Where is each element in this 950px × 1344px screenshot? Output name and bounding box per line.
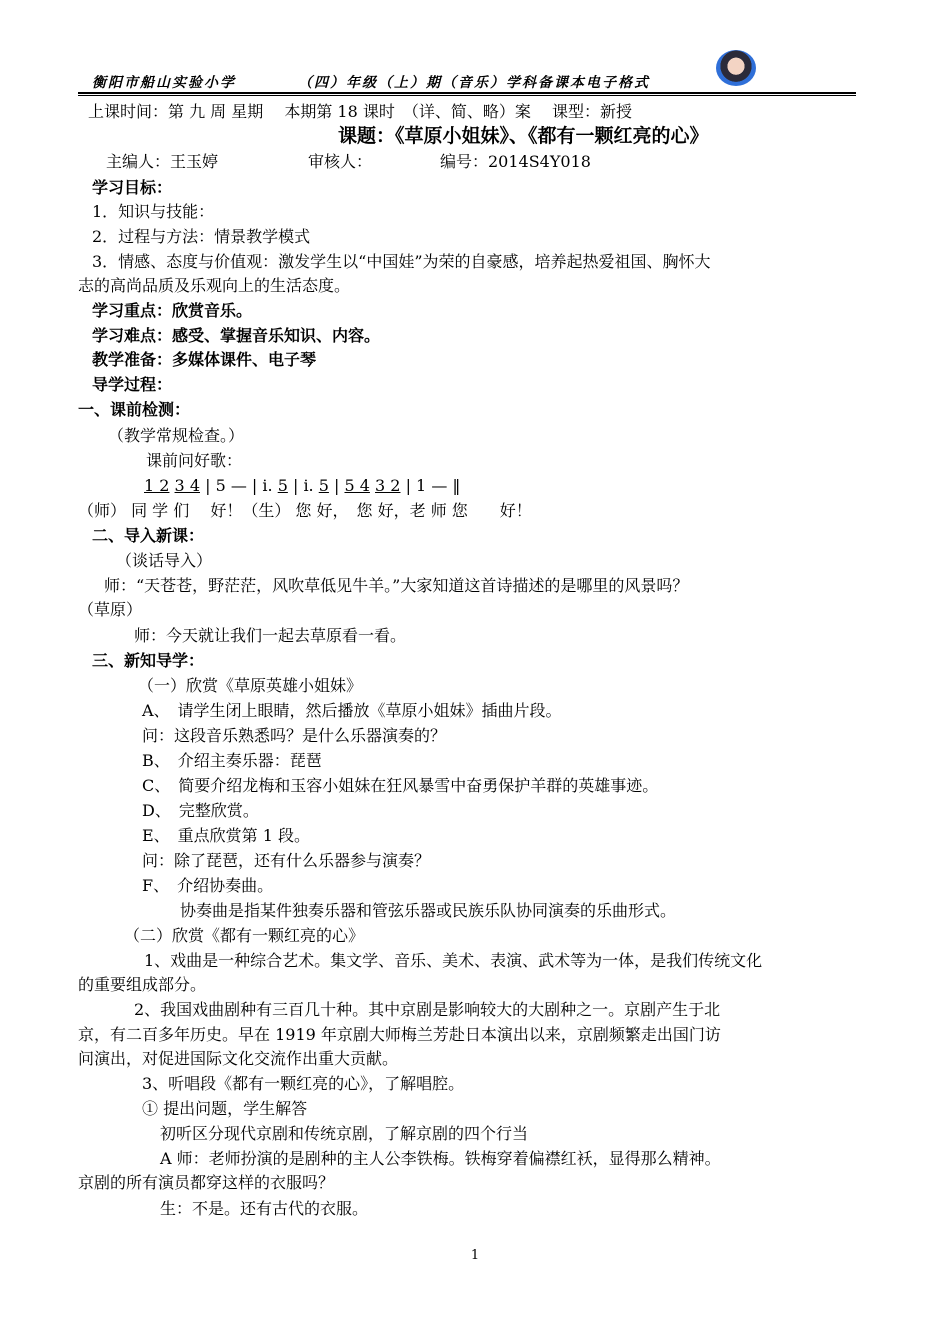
- reviewer: 审核人：: [308, 152, 373, 171]
- step-d: D、 完整欣赏。: [142, 801, 259, 820]
- part1-heading: （一）欣赏《草原英雄小姐妹》: [138, 676, 363, 695]
- question-1: 问：这段音乐熟悉吗？是什么乐器演奏的？: [142, 726, 447, 745]
- part2-heading: （二）欣赏《都有一颗红亮的心》: [124, 926, 365, 945]
- notation-note: 1 2: [144, 476, 170, 495]
- answer-grassland: （草原）: [78, 600, 143, 619]
- concerto-definition: 协奏曲是指某件独奏乐器和管弦乐器或民族乐队协同演奏的乐曲形式。: [180, 901, 677, 920]
- notation: [144, 474, 460, 498]
- class-time-line: 上课时间：第 九 周 星期 本期第 18 课时 （详、简、略）案 课型：新授: [88, 102, 632, 121]
- preparation: 教学准备：多媒体课件、电子琴: [92, 350, 317, 369]
- routine-check: （教学常规检查。）: [108, 426, 245, 445]
- step-e: E、 重点欣赏第 1 段。: [142, 826, 311, 845]
- section2-heading: 二、导入新课：: [92, 526, 205, 545]
- notation-note: 3 4: [174, 476, 200, 495]
- notation-note: 5: [277, 476, 288, 495]
- document-subtitle: （四）年级（上）期（音乐）学科备课本电子格式: [298, 75, 650, 91]
- page-number: 1: [470, 1248, 480, 1263]
- para3: 3、听唱段《都有一颗红亮的心》，了解唱腔。: [142, 1074, 465, 1093]
- objective-3-cont: 志的高尚品质及乐观向上的生活态度。: [78, 276, 351, 295]
- para2-cont2: 问演出，对促进国际文化交流作出重大贡献。: [78, 1049, 399, 1068]
- teacher-go-grassland: 师：今天就让我们一起去草原看一看。: [134, 626, 407, 645]
- notation-note: 5 4: [344, 476, 370, 495]
- notation-note: | i.: [287, 476, 319, 495]
- step-b: B、 介绍主奏乐器：琵琶: [142, 751, 322, 770]
- step-f: F、 介绍协奏曲。: [142, 876, 274, 895]
- teacher-poem-line: 师：“天苍苍，野茫茫，风吹草低见牛羊。”大家知道这首诗描述的是哪里的风景吗？: [104, 576, 689, 595]
- section1-heading: 一、课前检测：: [78, 400, 191, 419]
- teacher-tiemei-cont: 京剧的所有演员都穿这样的衣服吗？: [78, 1173, 335, 1192]
- notation-note: 5: [318, 476, 329, 495]
- step-a: A、 请学生闭上眼睛，然后播放《草原小姐妹》插曲片段。: [142, 701, 562, 720]
- difficulty: 学习难点：感受、掌握音乐知识、内容。: [92, 326, 381, 345]
- objective-3: 3．情感、态度与价值观：激发学生以“中国娃”为荣的自豪感，培养起热爱祖国、胸怀大: [92, 252, 711, 271]
- lesson-title: 课题：《草原小姐妹》、《都有一颗红亮的心》: [338, 125, 709, 147]
- talk-intro: （谈话导入）: [116, 551, 213, 570]
- notation-note: 3 2: [375, 476, 401, 495]
- objective-2: 2．过程与方法：情景教学模式: [92, 227, 311, 246]
- first-listen: 初听区分现代京剧和传统京剧，了解京剧的四个行当: [160, 1124, 529, 1143]
- avatar: [716, 50, 756, 86]
- school-name: 衡阳市船山实验小学: [92, 75, 236, 91]
- para1-cont: 的重要组成部分。: [78, 975, 207, 994]
- objective-1: 1．知识与技能：: [92, 202, 215, 221]
- para2: 2、我国戏曲剧种有三百几十种。其中京剧是影响较大的大剧种之一。京剧产生于北: [134, 1000, 721, 1019]
- step-c: C、 简要介绍龙梅和玉容小姐妹在狂风暴雪中奋勇保护羊群的英雄事迹。: [142, 776, 659, 795]
- header-rule-thin: [78, 95, 856, 96]
- objectives-heading: 学习目标：: [92, 178, 173, 197]
- greeting-lyrics: （师） 同 学 们 好！（生） 您 好， 您 好，老 师 您 好！: [78, 501, 532, 520]
- notation-note: |: [328, 476, 345, 495]
- question-2: 问：除了琵琶，还有什么乐器参与演奏？: [142, 851, 431, 870]
- para2-cont1: 京，有二百多年历史。早在 1919 年京剧大师梅兰芳赴日本演出以来，京剧频繁走出国门访: [78, 1025, 721, 1044]
- header-rule: [78, 92, 856, 94]
- greeting-song-title: 课前问好歌：: [146, 451, 243, 470]
- teacher-tiemei: A 师：老师扮演的是剧种的主人公李铁梅。铁梅穿着偏襟红袄，显得那么精神。: [160, 1149, 721, 1168]
- key-point: 学习重点：欣赏音乐。: [92, 301, 253, 320]
- student-answer: 生：不是。还有古代的衣服。: [160, 1199, 369, 1218]
- circle-step-1: ① 提出问题，学生解答: [142, 1099, 308, 1118]
- para1: 1、戏曲是一种综合艺术。集文学、音乐、美术、表演、武术等为一体，是我们传统文化: [144, 951, 763, 970]
- notation-note: | 1 — ‖: [400, 476, 461, 495]
- section3-heading: 三、新知导学：: [92, 651, 205, 670]
- editor: 主编人：王玉婷: [106, 152, 219, 171]
- process-heading: 导学过程：: [92, 375, 173, 394]
- notation-note: | 5 — | i.: [200, 476, 278, 495]
- document-code: 编号：2014S4Y018: [440, 152, 591, 171]
